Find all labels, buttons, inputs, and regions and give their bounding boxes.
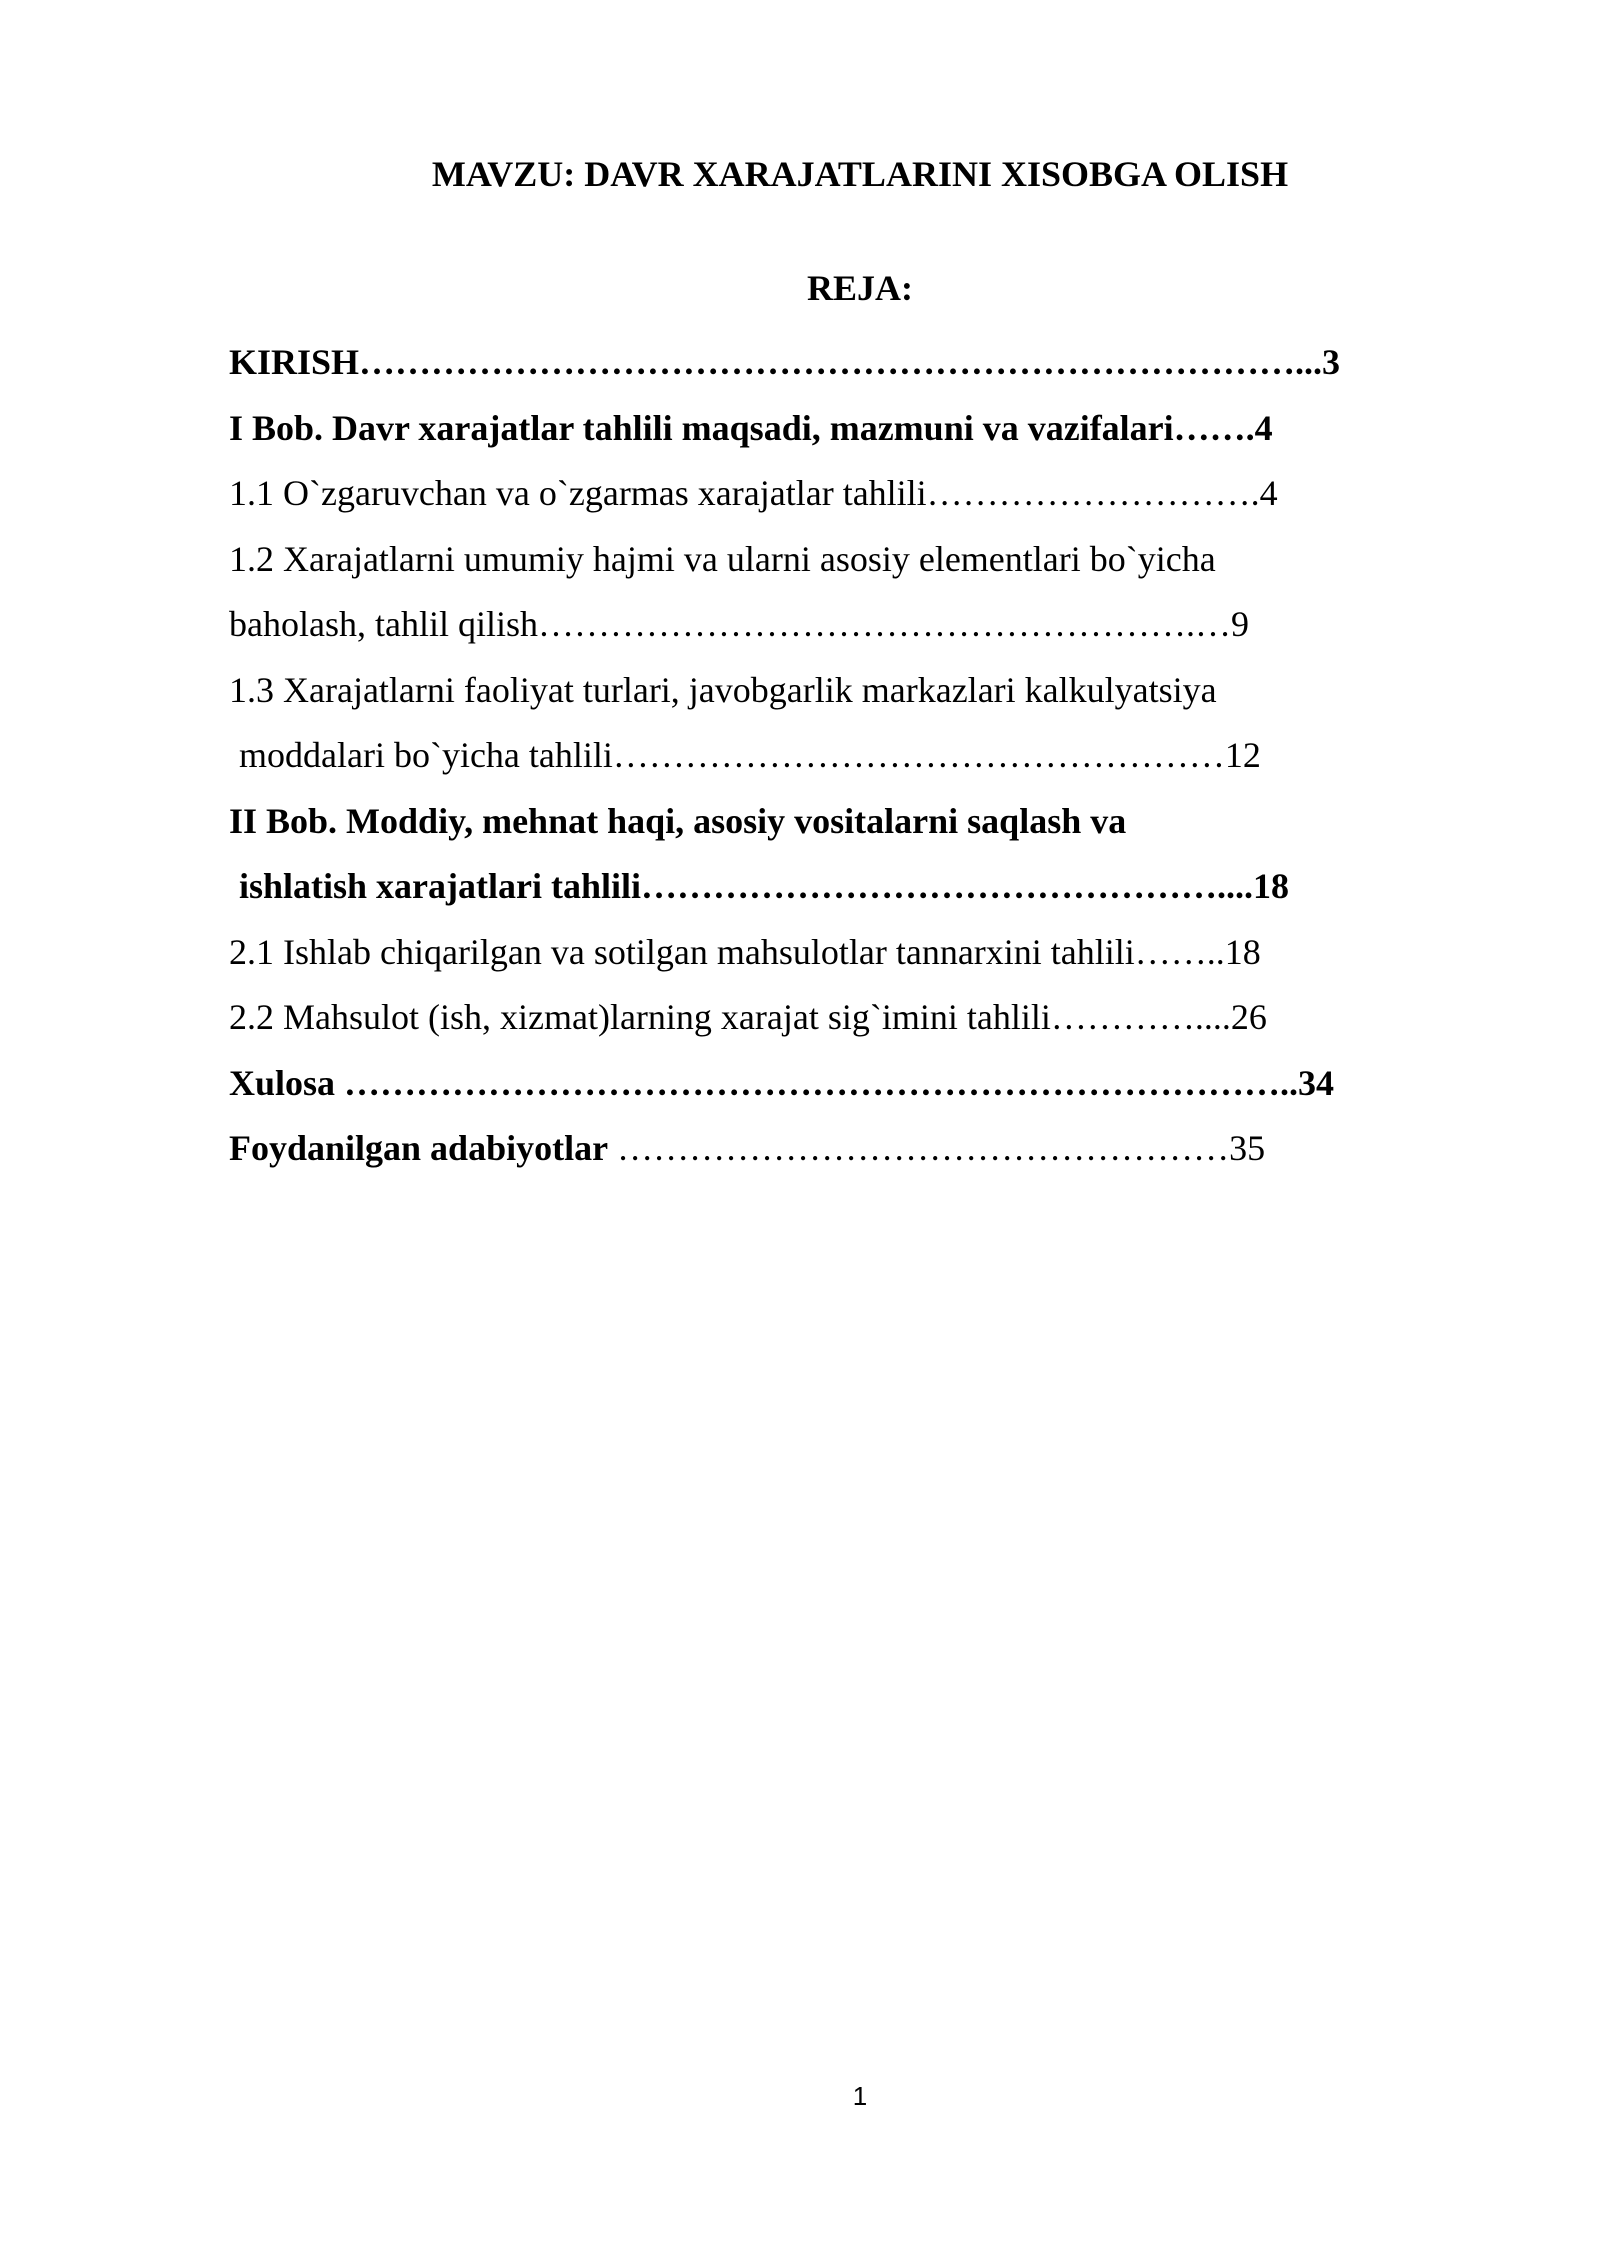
toc-entry-chapter-2: II Bob. Moddiy, mehnat haqi, asosiy vositalarni saqlash va (229, 800, 1127, 841)
references-label: Foydanilgan adabiyotlar (229, 1128, 609, 1168)
toc-entry-chapter-1: I Bob. Davr xarajatlar tahlili maqsadi, mazmuni va vazifalari…….4 (229, 407, 1273, 448)
toc-entry-section-2-1: 2.1 Ishlab chiqarilgan va sotilgan mahsulotlar tannarxini tahlili……..18 (229, 931, 1261, 972)
toc-entry-references (229, 1116, 1409, 1182)
toc-entry-introduction: KIRISH……………………………………………………………………...3 (229, 342, 1341, 382)
toc-entry-section-1-2-cont: baholash, tahlil qilish……………………………………………….…9 (229, 604, 1249, 644)
table-of-contents (229, 330, 1409, 1182)
toc-entry-section-2-2: 2.2 Mahsulot (ish, xizmat)larning xarajat sig`imini tahlili…………....26 (229, 997, 1267, 1037)
page-number: 1 (852, 2081, 868, 2111)
toc-entry-section-1-3-cont: moddalari bo`yicha tahlili……………………………………………12 (239, 735, 1261, 775)
toc-entry-section-1-3: 1.3 Xarajatlarni faoliyat turlari, javobgarlik markazlari kalkulyatsiya (229, 669, 1217, 710)
toc-entry-conclusion: Xulosa ……………………………………………………………………..34 (229, 1062, 1335, 1103)
plan-heading: REJA: (807, 268, 913, 308)
toc-entry-section-1-2: 1.2 Xarajatlarni umumiy hajmi va ularni asosiy elementlari bo`yicha (229, 538, 1216, 579)
toc-entry-chapter-2-cont: ishlatish xarajatlari tahlili…………………………………………....18 (239, 866, 1290, 906)
document-title: MAVZU: DAVR XARAJATLARINI XISOBGA OLISH (431, 154, 1289, 194)
references-leader: ……………………………………………35 (608, 1128, 1266, 1168)
toc-entry-section-1-1: 1.1 O`zgaruvchan va o`zgarmas xarajatlar tahlili……………………….4 (229, 473, 1278, 513)
